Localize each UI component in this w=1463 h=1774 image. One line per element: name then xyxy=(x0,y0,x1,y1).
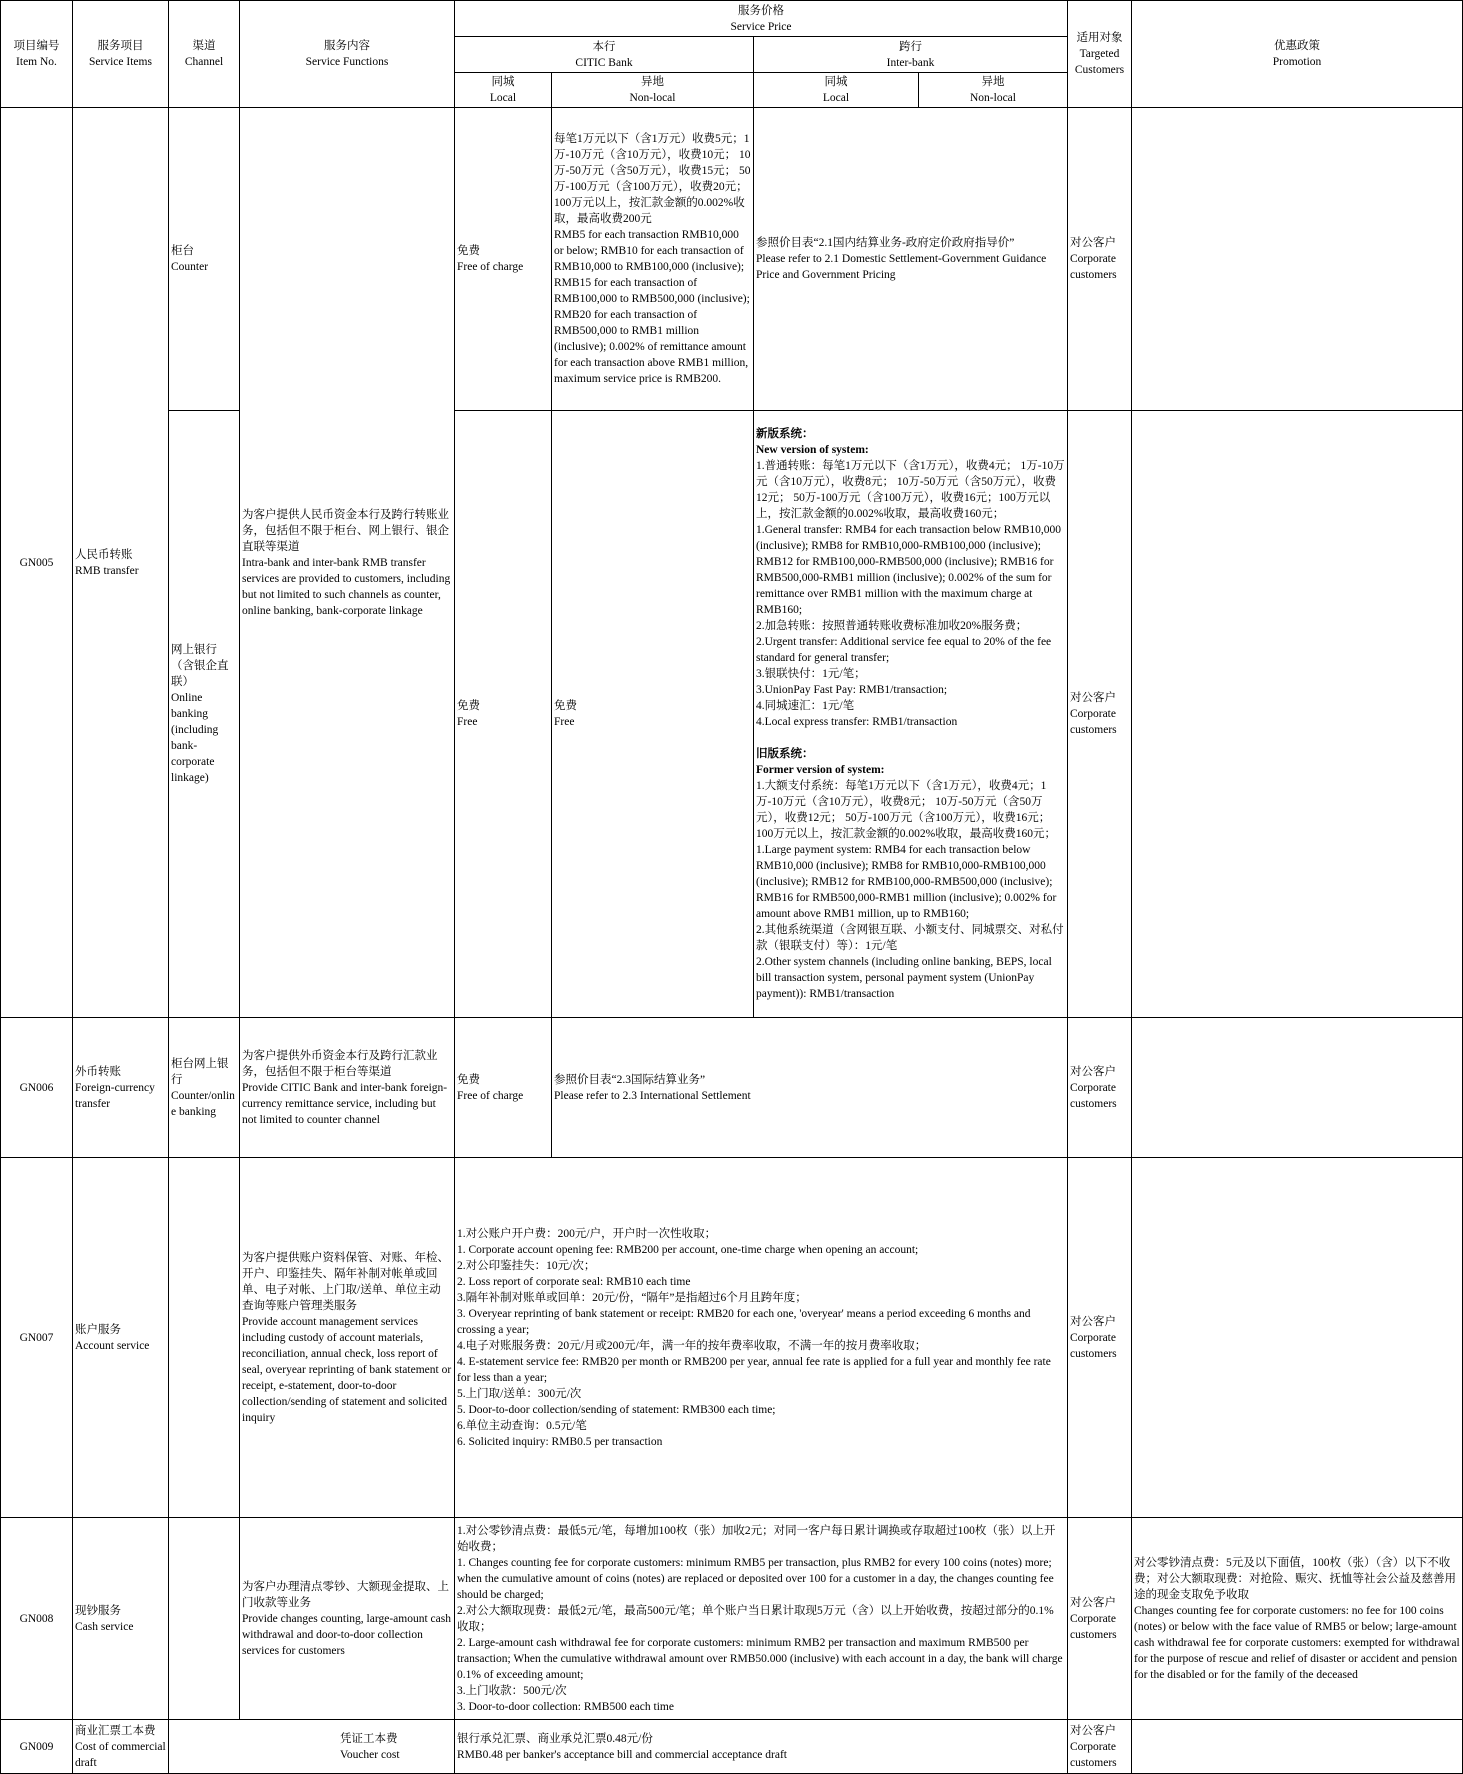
header-targeted xyxy=(1068,1,1132,108)
gn005-online-citic-nonlocal-text: 免费 Free xyxy=(554,700,577,728)
table-row xyxy=(1,1158,1463,1518)
gn006-targeted xyxy=(1068,1018,1132,1158)
header-nonlocal-cn: 异地 xyxy=(641,76,664,88)
gn006-item xyxy=(73,1018,169,1158)
gn007-item-no: GN007 xyxy=(1,1158,73,1518)
gn009-targeted-text: 对公客户 Corporate customers xyxy=(1070,1724,1117,1769)
gn005-counter-targeted xyxy=(1068,108,1132,411)
header-service-items-cn: 服务项目 xyxy=(97,40,144,52)
gn007-channel xyxy=(169,1158,240,1518)
gn005-online-interbank xyxy=(754,411,1068,1018)
header-nonlocal-en: Non-local xyxy=(629,92,676,104)
header-price-en: Service Price xyxy=(730,20,792,33)
gn006-functions-text: 为客户提供外币资金本行及跨行汇款业务，包括但不限于柜台等渠道 Provide CITIC Bank and inter-bank foreign-currency remittance service, including but not limited to counter channel xyxy=(242,1049,448,1126)
gn006-rest-text: 参照价目表“2.3国际结算业务” Please refer to 2.3 International Settlement xyxy=(554,1073,751,1102)
gn006-promotion xyxy=(1132,1018,1463,1158)
table-row xyxy=(1,411,1463,1018)
gn009-targeted xyxy=(1068,1720,1132,1774)
gn009-price xyxy=(455,1720,1068,1774)
gn009-functions-text: 凭证工本费 Voucher cost xyxy=(340,1732,400,1761)
gn007-item-text: 账户服务 Account service xyxy=(75,1323,150,1352)
gn005-channel-counter xyxy=(169,108,240,411)
gn005-spacer xyxy=(756,730,1065,746)
gn005-item xyxy=(73,108,169,1018)
table-row xyxy=(1,108,1463,411)
header-targeted-cn: 适用对象 xyxy=(1076,32,1123,44)
gn005-counter-citic-nonlocal-text: 每笔1万元以下（含1万元）收费5元；1万-10万元（含10万元），收费10元； 10万-50万元（含50万元），收费15元； 50万-100万元（含100万元），收费20元；100万元以上，按汇款金额的0.002%收取，最高收费200元 RMB5 for each transaction RMB10,000 or below; RMB10 for each transaction of RMB10,000 to RMB100,000 (inclusive); RMB15 for each transaction of RMB100,000 to RMB500,000 (inclusive); RMB20 for each transaction of RMB500,000 to RMB1 million (inclusive); 0.002% of remittance amount for each transaction above RMB1 million, maximum service price is RMB200. xyxy=(554,133,751,385)
gn009-item-no: GN009 xyxy=(1,1720,73,1774)
gn008-promotion-text: 对公零钞清点费：5元及以下面值，100枚（张）（含）以下不收费；对公大额取现费：对抢险、赈灾、抚恤等社会公益及慈善用途的现金支取免予收取 Changes counting fee for corporate customers: no fee for 100 coins (notes) or below with the face value of RMB5 or below; large-amount cash withdrawal fee for corporate customers: exempted for withdrawal for the purpose of rescue and relief of disaster or accident and pension for the disabled or for the family of the deceased xyxy=(1134,1556,1460,1681)
header-interbank-cn: 跨行 xyxy=(899,40,922,53)
gn005-online-targeted-text: 对公客户 Corporate customers xyxy=(1070,692,1117,736)
header-price-cn: 服务价格 xyxy=(738,4,784,17)
header-service-items-en: Service Items xyxy=(89,56,152,68)
header-local-en: Local xyxy=(489,92,517,104)
gn006-targeted-text: 对公客户 Corporate customers xyxy=(1070,1065,1117,1110)
gn006-functions xyxy=(240,1018,455,1158)
gn006-item-text: 外币转账 Foreign-currency transfer xyxy=(75,1065,155,1110)
gn006-citic-local xyxy=(455,1018,552,1158)
header-promotion-cn: 优惠政策 xyxy=(1274,40,1320,52)
gn005-online-citic-nonlocal xyxy=(552,411,754,1018)
header-local-en: Local xyxy=(822,92,850,104)
gn007-promotion xyxy=(1132,1158,1463,1518)
table-row xyxy=(1,1018,1463,1158)
gn009-item xyxy=(73,1720,169,1774)
gn006-channel-text: 柜台网上银行 Counter/online banking xyxy=(171,1057,235,1118)
gn009-price-text: 银行承兑汇票、商业承兑汇票0.48元/份 RMB0.48 per banker's acceptance bill and commercial acceptance draft xyxy=(457,1732,787,1761)
header-row xyxy=(1,1,1463,37)
gn008-functions-text: 为客户办理清点零钞、大额现金提取、上门收款等业务 Provide changes counting, large-amount cash withdrawal and door-to-door collection services for customers xyxy=(242,1580,451,1657)
gn008-item-no: GN008 xyxy=(1,1518,73,1720)
header-channel-cn: 渠道 xyxy=(192,40,216,52)
gn005-functions xyxy=(240,108,455,1018)
table-row xyxy=(1,1518,1463,1720)
header-local-cn: 同城 xyxy=(491,76,515,88)
gn006-channel xyxy=(169,1018,240,1158)
gn005-old-title-cn: 旧版系统： xyxy=(756,748,814,760)
gn009-item-text: 商业汇票工本费 Cost of commercial draft xyxy=(75,1724,166,1769)
gn006-rest xyxy=(552,1018,1068,1158)
gn008-promotion xyxy=(1132,1518,1463,1720)
gn005-old-title-en: Former version of system: xyxy=(756,764,885,776)
gn008-item-text: 现钞服务 Cash service xyxy=(75,1604,134,1633)
gn008-price-text: 1.对公零钞清点费：最低5元/笔，每增加100枚（张）加收2元；对同一客户每日累计调换或存取超过100枚（张）以上开始收费； 1. Changes counting fee for corporate customers: minimum RMB5 per transaction, plus RMB2 for every 100 coins (notes) more; when the cumulative amount of coins (notes) are replaced or deposited over 100 for a customer in a day, the changes counting fee should be charged; 2.对公大额取现费：最低2元/笔，最高500元/笔；单个账户当日累计取现5万元（含）以上开始收费，按超过部分的0.1%收取； 2. Large-amount cash withdrawal fee for corporate customers: minimum RMB2 per transaction and maximum RMB500 per transaction; When the cumulative withdrawal amount over RMB50.000 (inclusive) with each account in a day, the bank will charge 0.1% of exceeding amount; 3.上门收款：500元/次 3. Door-to-door collection: RMB500 each time xyxy=(457,1524,1063,1713)
header-nonlocal-cn: 异地 xyxy=(981,76,1005,88)
gn007-item xyxy=(73,1158,169,1518)
gn005-functions-text: 为客户提供人民币资金本行及跨行转账业务，包括但不限于柜台、网上银行、银企直联等渠道 Intra-bank and inter-bank RMB transfer services are provided to customers, including but not limited to such channels as counter, online banking, bank-corporate linkage xyxy=(242,508,451,617)
header-item-no-cn: 项目编号 xyxy=(13,40,60,52)
gn009-functions xyxy=(169,1720,455,1774)
gn005-counter-interbank-text: 参照价目表“2.1国内结算业务-政府定价政府指导价” Please refer to 2.1 Domestic Settlement-Government Guidance Price and Government Pricing xyxy=(756,237,1047,281)
gn008-targeted-text: 对公客户 Corporate customers xyxy=(1070,1596,1117,1641)
gn005-counter-targeted-text: 对公客户 Corporate customers xyxy=(1070,237,1117,281)
header-interbank-nonlocal xyxy=(919,73,1068,108)
header-citic-nonlocal xyxy=(552,73,754,108)
header-interbank-en: Inter-bank xyxy=(886,56,935,69)
gn005-counter-interbank xyxy=(754,108,1068,411)
gn008-channel xyxy=(169,1518,240,1720)
gn005-counter-citic-local xyxy=(455,108,552,411)
gn008-item xyxy=(73,1518,169,1720)
gn005-new-body: 1.普通转账：每笔1万元以下（含1万元），收费4元； 1万-10万元（含10万元），收费8元； 10万-50万元（含50万元），收费12元； 50万-100万元（含100万元），收费16元；100万元以上，按汇款金额的0.002%收取，最高收费160元； 1.General transfer: RMB4 for each transaction below RMB10,000 (inclusive); RMB8 for RMB10,000-RMB100,000 (inclusive); RMB12 for RMB100,000-RMB500,000 (inclusive); RMB16 for RMB500,000-RMB1 million (inclusive); 0.002% of the sum for remittance over RMB1 million with the maximum charge at RMB160; 2.加急转账：按照普通转账收费标准加收20%服务费； 2.Urgent transfer: Additional service fee equal to 20% of the fee standard for general transfer; 3.银联快付：1元/笔； 3.UnionPay Fast Pay: RMB1/transaction; 4.同城速汇：1元/笔 4.Local express transfer: RMB1/transaction xyxy=(756,460,1065,728)
gn007-price-text: 1.对公账户开户费：200元/户，开户时一次性收取； 1. Corporate account opening fee: RMB200 per account, one-time charge when opening an account; 2.对公印鉴挂失：10元/次； 2. Loss report of corporate seal: RMB10 each time 3.隔年补制对账单或回单：20元/份，“隔年”是指超过6个月且跨年度； 3. Overyear reprinting of bank statement or receipt: RMB20 for each one, 'overyear' means a period exceeding 6 months and crossing a year; 4.电子对账服务费：20元/月或200元/年，满一年的按年费率收取，不满一年的按月费率收取； 4. E-statement service fee: RMB20 per month or RMB200 per year, annual fee rate is applied for a full year and monthly fee rate for less than a year; 5.上门取/送单：300元/次 5. Door-to-door collection/sending of statement: RMB300 each time; 6.单位主动查询：0.5元/笔 6. Solicited inquiry: RMB0.5 per transaction xyxy=(457,1227,1051,1448)
gn005-old-body: 1.大额支付系统：每笔1万元以下（含1万元），收费4元；1万-10万元（含10万元），收费8元； 10万-50万元（含50万元），收费12元； 50万-100万元（含100万元），收费16元；100万元以上，按汇款金额的0.002%收取，最高收费160元； 1.Large payment system: RMB4 for each transaction below RMB10,000 (inclusive); RMB8 for RMB10,000-RMB100,000 (inclusive); RMB12 for RMB100,000-RMB500,000 (inclusive); RMB16 for RMB500,000-RMB1 million (inclusive); 0.002% for amount above RMB1 million, up to RMB160; 2.其他系统渠道（含网银互联、小额支付、同城票交、对私付款（银联支付）等）：1元/笔 2.Other system channels (including online banking, BEPS, local bill transaction system, personal payment system (UnionPay payment)): RMB1/transaction xyxy=(756,780,1064,1000)
header-promotion xyxy=(1132,1,1463,108)
gn006-item-no: GN006 xyxy=(1,1018,73,1158)
gn005-online-promotion xyxy=(1132,411,1463,1018)
gn008-targeted xyxy=(1068,1518,1132,1720)
header-inter-bank xyxy=(754,37,1068,73)
header-promotion-en: Promotion xyxy=(1272,56,1322,68)
header-nonlocal-en: Non-local xyxy=(970,92,1016,104)
header-service-functions-en: Service Functions xyxy=(305,56,389,68)
header-targeted-en: Targeted Customers xyxy=(1074,48,1125,76)
gn005-counter-citic-local-text: 免费 Free of charge xyxy=(457,245,524,273)
header-channel-en: Channel xyxy=(184,56,224,68)
header-interbank-local xyxy=(754,73,919,108)
gn005-counter-promotion xyxy=(1132,108,1463,411)
gn005-channel-counter-text: 柜台 Counter xyxy=(171,245,209,273)
header-service-items xyxy=(73,1,169,108)
gn008-price xyxy=(455,1518,1068,1720)
header-citic-en: CITIC Bank xyxy=(575,56,633,69)
header-citic-bank xyxy=(455,37,754,73)
gn005-item-no: GN005 xyxy=(1,108,73,1018)
gn007-functions-text: 为客户提供账户资料保管、对账、年检、开户、印鉴挂失、隔年补制对帐单或回单、电子对帐、上门取/送单、单位主动查询等账户管理类服务 Provide account management services including custody of account materials, reconciliation, annual check, loss report of seal, overyear reprinting of bank statement or receipt, e-statement, door-to-door collection/sending of statement and solicited inquiry xyxy=(242,1251,452,1424)
header-item-no xyxy=(1,1,73,108)
gn007-targeted xyxy=(1068,1158,1132,1518)
gn007-price xyxy=(455,1158,1068,1518)
header-local-cn: 同城 xyxy=(824,76,848,88)
header-service-price xyxy=(455,1,1068,37)
gn005-channel-online xyxy=(169,411,240,1018)
gn007-targeted-text: 对公客户 Corporate customers xyxy=(1070,1315,1117,1360)
gn005-counter-citic-nonlocal xyxy=(552,108,754,411)
header-item-no-en: Item No. xyxy=(16,56,57,68)
header-service-functions-cn: 服务内容 xyxy=(324,40,370,52)
gn008-functions xyxy=(240,1518,455,1720)
table-row xyxy=(1,1720,1463,1774)
header-citic-local xyxy=(455,73,552,108)
header-citic-cn: 本行 xyxy=(592,40,616,53)
gn005-online-targeted xyxy=(1068,411,1132,1018)
gn005-new-title-cn: 新版系统： xyxy=(756,428,814,440)
gn005-new-title-en: New version of system: xyxy=(756,444,869,456)
gn005-online-citic-local-text: 免费 Free xyxy=(457,700,480,728)
gn009-promotion xyxy=(1132,1720,1463,1774)
gn006-citic-local-text: 免费 Free of charge xyxy=(457,1073,524,1102)
gn005-online-citic-local xyxy=(455,411,552,1018)
gn005-item-text: 人民币转账 RMB transfer xyxy=(75,548,139,577)
header-channel xyxy=(169,1,240,108)
gn007-functions xyxy=(240,1158,455,1518)
gn005-channel-online-text: 网上银行（含银企直联） Online banking (including bank-corporate linkage) xyxy=(171,644,229,784)
header-service-functions xyxy=(240,1,455,108)
